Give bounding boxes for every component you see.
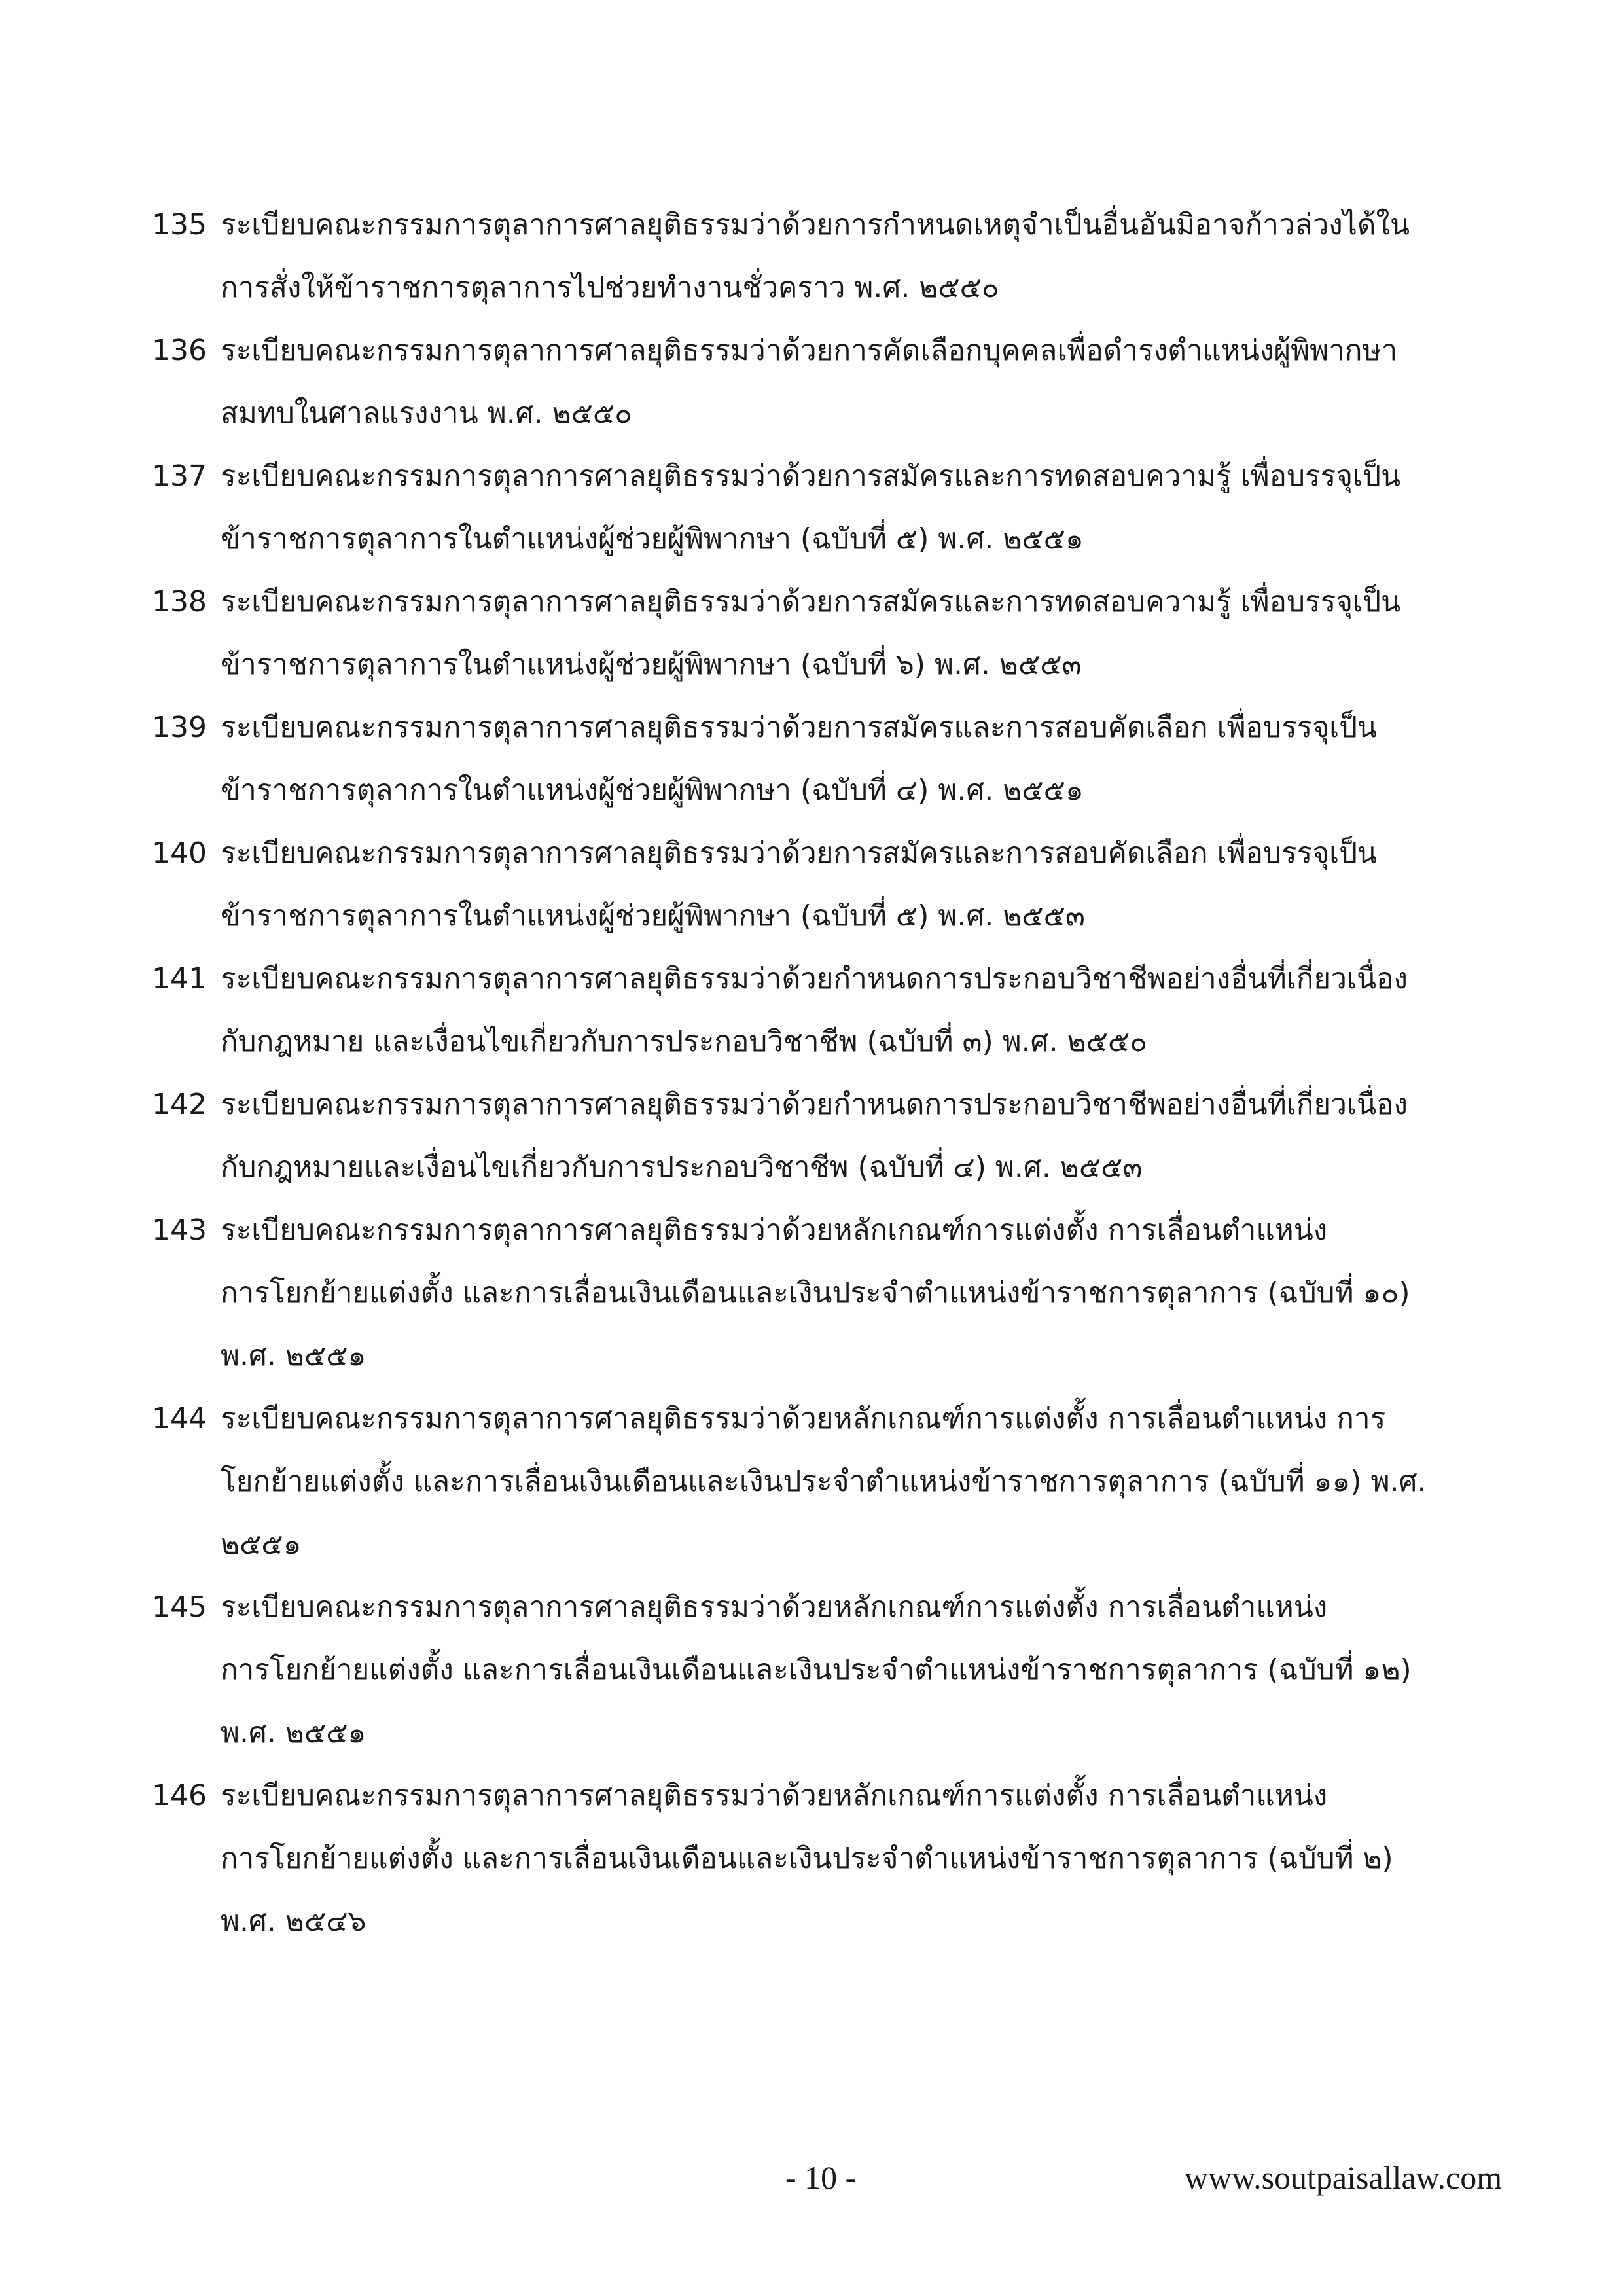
item-number: 141: [152, 962, 207, 996]
list-item: [152, 319, 1513, 445]
item-number: 137: [152, 459, 207, 493]
item-text: ระเบียบคณะกรรมการตุลาการศาลยุติธรรมว่าด้วยกำหนดการประกอบวิชาชีพอย่างอื่นที่เกี่ยวเนื่อง กับกฎหมาย และเงื่อนไขเกี่ยวกับการประกอบวิชาชีพ (ฉบับที่ ๓) พ.ศ. ๒๕๕๐: [221, 962, 1408, 1058]
item-number: 138: [152, 585, 207, 619]
item-text: ระเบียบคณะกรรมการตุลาการศาลยุติธรรมว่าด้วยกำหนดการประกอบวิชาชีพอย่างอื่นที่เกี่ยวเนื่อง กับกฎหมายและเงื่อนไขเกี่ยวกับการประกอบวิชาชีพ (ฉบับที่ ๔) พ.ศ. ๒๕๕๓: [221, 1088, 1408, 1184]
item-text: ระเบียบคณะกรรมการตุลาการศาลยุติธรรมว่าด้วยหลักเกณฑ์การแต่งตั้ง การเลื่อนตำแหน่ง การโยกย้ายแต่งตั้ง และการเลื่อนเงินเดือนและเงินประจำตำแหน่งข้าราชการตุลาการ (ฉบับที่ ๒) พ.ศ. ๒๕๔๖: [221, 1779, 1393, 1938]
item-text: ระเบียบคณะกรรมการตุลาการศาลยุติธรรมว่าด้วยการคัดเลือกบุคคลเพื่อดำรงตำแหน่งผู้พิพากษา สมทบในศาลแรงงาน พ.ศ. ๒๕๕๐: [221, 334, 1398, 430]
website-url: www.soutpaisallaw.com: [1185, 2159, 1503, 2196]
item-number: 144: [152, 1402, 207, 1435]
item-text: ระเบียบคณะกรรมการตุลาการศาลยุติธรรมว่าด้วยการสมัครและการทดสอบความรู้ เพื่อบรรจุเป็น ข้าราชการตุลาการในตำแหน่งผู้ช่วยผู้พิพากษา (ฉบับที่ ๕) พ.ศ. ๒๕๕๑: [221, 459, 1401, 556]
item-number: 142: [152, 1088, 207, 1121]
item-number: 145: [152, 1590, 207, 1624]
list-item: [152, 571, 1513, 696]
list-item: [152, 194, 1513, 319]
list-item: [152, 445, 1513, 571]
item-text: ระเบียบคณะกรรมการตุลาการศาลยุติธรรมว่าด้วยการสมัครและการสอบคัดเลือก เพื่อบรรจุเป็น ข้าราชการตุลาการในตำแหน่งผู้ช่วยผู้พิพากษา (ฉบับที่ ๕) พ.ศ. ๒๕๕๓: [221, 836, 1378, 933]
item-number: 146: [152, 1779, 207, 1812]
list-item: [152, 696, 1513, 822]
item-text: ระเบียบคณะกรรมการตุลาการศาลยุติธรรมว่าด้วยการกำหนดเหตุจำเป็นอื่นอันมิอาจก้าวล่วงได้ใน การสั่งให้ข้าราชการตุลาการไปช่วยทำงานชั่วคราว พ.ศ. ๒๕๕๐: [221, 208, 1410, 304]
item-number: 143: [152, 1213, 207, 1247]
list-item: [152, 1765, 1513, 1953]
list-item: [152, 1199, 1513, 1388]
item-number: 136: [152, 334, 207, 367]
list-item: [152, 1073, 1513, 1199]
item-text: ระเบียบคณะกรรมการตุลาการศาลยุติธรรมว่าด้วยหลักเกณฑ์การแต่งตั้ง การเลื่อนตำแหน่ง การโยกย้ายแต่งตั้ง และการเลื่อนเงินเดือนและเงินประจำตำแหน่งข้าราชการตุลาการ (ฉบับที่ ๑๐) พ.ศ. ๒๕๕๑: [221, 1213, 1410, 1372]
item-number: 135: [152, 208, 207, 242]
item-text: ระเบียบคณะกรรมการตุลาการศาลยุติธรรมว่าด้วยหลักเกณฑ์การแต่งตั้ง การเลื่อนตำแหน่ง การ โยกย้ายแต่งตั้ง และการเลื่อนเงินเดือนและเงินประจำตำแหน่งข้าราชการตุลาการ (ฉบับที่ ๑๑) พ.ศ. ๒๕๕๑: [221, 1402, 1427, 1561]
page-number: - 10 -: [785, 2159, 857, 2196]
list-item: [152, 1388, 1513, 1576]
item-number: 140: [152, 836, 207, 870]
item-text: ระเบียบคณะกรรมการตุลาการศาลยุติธรรมว่าด้วยการสมัครและการสอบคัดเลือก เพื่อบรรจุเป็น ข้าราชการตุลาการในตำแหน่งผู้ช่วยผู้พิพากษา (ฉบับที่ ๔) พ.ศ. ๒๕๕๑: [221, 711, 1378, 807]
list-item: [152, 822, 1513, 948]
item-number: 139: [152, 711, 207, 744]
list-item: [152, 948, 1513, 1073]
list-item: [152, 1576, 1513, 1765]
item-text: ระเบียบคณะกรรมการตุลาการศาลยุติธรรมว่าด้วยหลักเกณฑ์การแต่งตั้ง การเลื่อนตำแหน่ง การโยกย้ายแต่งตั้ง และการเลื่อนเงินเดือนและเงินประจำตำแหน่งข้าราชการตุลาการ (ฉบับที่ ๑๒) พ.ศ. ๒๕๕๑: [221, 1590, 1412, 1749]
regulation-list: [152, 194, 1513, 1953]
item-text: ระเบียบคณะกรรมการตุลาการศาลยุติธรรมว่าด้วยการสมัครและการทดสอบความรู้ เพื่อบรรจุเป็น ข้าราชการตุลาการในตำแหน่งผู้ช่วยผู้พิพากษา (ฉบับที่ ๖) พ.ศ. ๒๕๕๓: [221, 585, 1401, 681]
